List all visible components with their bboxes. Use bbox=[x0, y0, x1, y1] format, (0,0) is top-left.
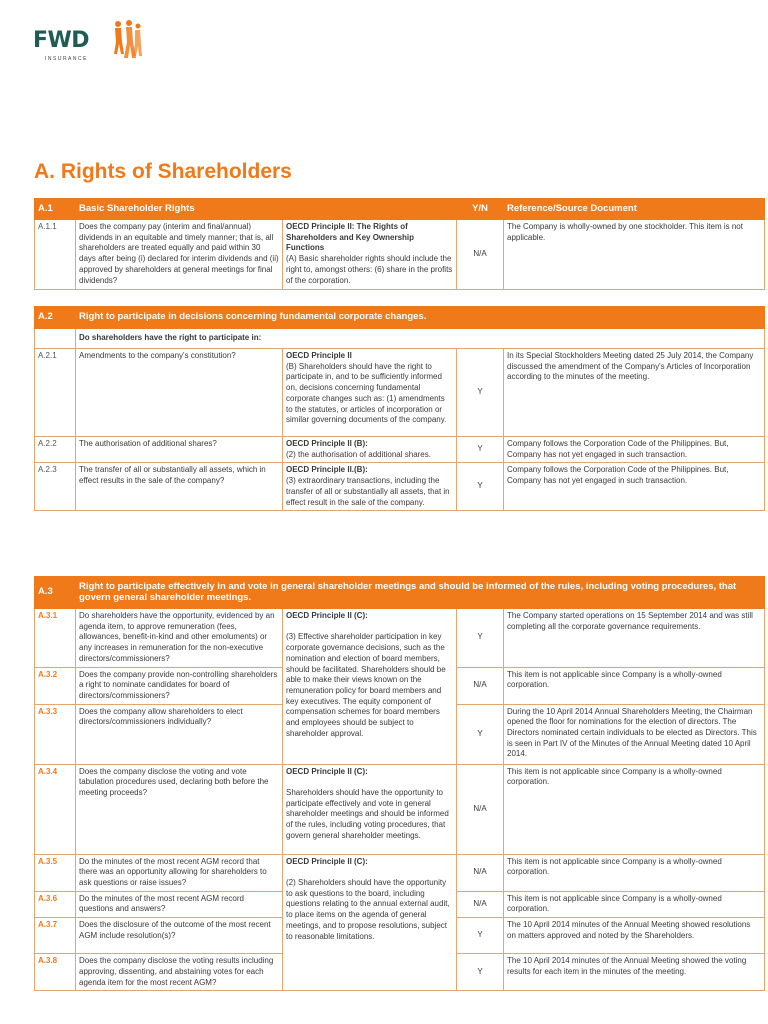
row-principle bbox=[283, 220, 457, 290]
principle-title: OECD Principle II (C): bbox=[286, 611, 368, 620]
table-row bbox=[35, 463, 765, 511]
row-id: A.3.4 bbox=[35, 764, 76, 854]
row-id: A.2.3 bbox=[35, 463, 76, 511]
principle-title: OECD Principle II (C): bbox=[286, 766, 368, 776]
row-ref: The Company started operations on 15 September 2014 and was still completing all the corporate governance requirements. bbox=[504, 609, 765, 668]
principle-title: OECD Principle II.(B): bbox=[286, 465, 368, 475]
header-id: A.2 bbox=[35, 307, 76, 329]
row-question: Does the company disclose the voting results including approving, dissenting, and abstaining votes for each agenda item for the most recent AGM? bbox=[76, 954, 283, 991]
row-yn: N/A bbox=[457, 854, 504, 891]
row-principle bbox=[283, 463, 457, 511]
table-header bbox=[35, 307, 765, 329]
row-id: A.3.5 bbox=[35, 854, 76, 891]
table-subheader bbox=[35, 329, 765, 349]
table-row bbox=[35, 349, 765, 437]
principle-text: (2) the authorisation of additional shares. bbox=[286, 449, 431, 459]
row-ref: The Company is wholly-owned by one stockholder. This item is not applicable. bbox=[504, 220, 765, 290]
section-title: A. Rights of Shareholders bbox=[34, 160, 292, 183]
row-yn: N/A bbox=[457, 220, 504, 290]
subheader-text: Do shareholders have the right to participate in: bbox=[76, 329, 765, 349]
row-principle bbox=[283, 437, 457, 463]
principle-title: OECD Principle II: The Rights of Shareholders and Key Ownership Functions bbox=[286, 222, 415, 253]
header-id: A.3 bbox=[35, 577, 76, 609]
row-question: The transfer of all or substantially all assets, which in effect results in the sale of the company? bbox=[76, 463, 283, 511]
header-title: Right to participate in decisions concerning fundamental corporate changes. bbox=[76, 307, 765, 329]
row-ref: Company follows the Corporation Code of the Philippines. But, Company has not yet engaged in such transaction. bbox=[504, 437, 765, 463]
row-ref: In its Special Stockholders Meeting dated 25 July 2014, the Company discussed the amendment of the Company's Articles of Incorporation according to the minutes of the meeting. bbox=[504, 349, 765, 437]
principle-text: (B) Shareholders should have the right to participate in, and to be sufficiently informed on, decisions concerning fundamental corporate changes such as: (1) amendments to the statutes, or articles of incorporation or similar governing documents of the company. bbox=[286, 361, 447, 425]
row-yn: N/A bbox=[457, 891, 504, 917]
table-header bbox=[35, 199, 765, 220]
row-principle bbox=[283, 349, 457, 437]
row-question: Do the minutes of the most recent AGM record that there was an opportunity allowing for shareholders to ask questions or raise issues? bbox=[76, 854, 283, 891]
row-yn: Y bbox=[457, 609, 504, 668]
table-a1 bbox=[34, 198, 765, 290]
row-question: Do the minutes of the most recent AGM record questions and answers? bbox=[76, 891, 283, 917]
row-ref: Company follows the Corporation Code of the Philippines. But, Company has not yet engaged in such transaction. bbox=[504, 463, 765, 511]
row-id: A.2.1 bbox=[35, 349, 76, 437]
row-ref: This item is not applicable since Company is a wholly-owned corporation. bbox=[504, 854, 765, 891]
row-question: Does the company provide non-controlling shareholders a right to nominate candidates for board of directors/commissioners? bbox=[76, 667, 283, 704]
row-id: A.3.6 bbox=[35, 891, 76, 917]
table-row bbox=[35, 854, 765, 891]
row-ref: The 10 April 2014 minutes of the Annual Meeting showed the voting results for each item in the minutes of the meeting. bbox=[504, 954, 765, 991]
row-id: A.3.8 bbox=[35, 954, 76, 991]
row-id: A.3.7 bbox=[35, 918, 76, 954]
table-row bbox=[35, 220, 765, 290]
principle-title: OECD Principle II (C): bbox=[286, 856, 368, 866]
row-ref: During the 10 April 2014 Annual Shareholders Meeting, the Chairman opened the floor for nominations for the election of directors. The Directors nominated certain individuals to be elected as Directors. This is seen in Part IV of the Minutes of the Annual Meeting dated 10 April 2014. bbox=[504, 704, 765, 764]
row-yn: N/A bbox=[457, 764, 504, 854]
principle-text: (3) extraordinary transactions, including the transfer of all or substantially all assets, that in effect result in the sale of the company. bbox=[286, 476, 450, 507]
row-id: A.3.3 bbox=[35, 704, 76, 764]
row-question: Does the company disclose the voting and vote tabulation procedures used, declaring both before the meeting proceeds? bbox=[76, 764, 283, 854]
row-ref: This item is not applicable since Company is a wholly-owned corporation. bbox=[504, 667, 765, 704]
row-question: Does the company pay (interim and final/annual) dividends in an equitable and timely manner; that is, all shareholders are treated equally and paid within 30 days after being (i) declared for interim dividends and (ii) approved by shareholders at general meetings for final dividends? bbox=[76, 220, 283, 290]
table-header bbox=[35, 577, 765, 609]
fwd-logo bbox=[33, 20, 143, 68]
row-yn: Y bbox=[457, 463, 504, 511]
row-ref: This item is not applicable since Company is a wholly-owned corporation. bbox=[504, 891, 765, 917]
runners-icon bbox=[109, 20, 143, 66]
header-id: A.1 bbox=[35, 199, 76, 220]
row-yn: Y bbox=[457, 704, 504, 764]
header-ref: Reference/Source Document bbox=[504, 199, 765, 220]
row-yn: N/A bbox=[457, 667, 504, 704]
row-principle bbox=[283, 854, 457, 991]
row-yn: Y bbox=[457, 437, 504, 463]
row-yn: Y bbox=[457, 349, 504, 437]
header-yn: Y/N bbox=[457, 199, 504, 220]
table-a2 bbox=[34, 306, 765, 511]
row-id: A.3.2 bbox=[35, 667, 76, 704]
row-question: Does the disclosure of the outcome of the most recent AGM include resolution(s)? bbox=[76, 918, 283, 954]
row-question: The authorisation of additional shares? bbox=[76, 437, 283, 463]
principle-title: OECD Principle II (B): bbox=[286, 439, 368, 448]
row-ref: This item is not applicable since Company is a wholly-owned corporation. bbox=[504, 764, 765, 854]
principle-title: OECD Principle II bbox=[286, 351, 352, 360]
logo-wordmark: FWD bbox=[33, 28, 90, 53]
logo-subtitle: INSURANCE bbox=[45, 56, 88, 62]
header-title: Right to participate effectively in and vote in general shareholder meetings and should be informed of the rules, including voting procedures, that govern general shareholder meetings. bbox=[76, 577, 765, 609]
row-yn: Y bbox=[457, 918, 504, 954]
header-title: Basic Shareholder Rights bbox=[76, 199, 457, 220]
table-row bbox=[35, 437, 765, 463]
table-row bbox=[35, 764, 765, 854]
row-principle bbox=[283, 609, 457, 765]
row-question: Amendments to the company's constitution? bbox=[76, 349, 283, 437]
row-question: Does the company allow shareholders to elect directors/commissioners individually? bbox=[76, 704, 283, 764]
row-ref: The 10 April 2014 minutes of the Annual Meeting showed resolutions on matters approved and noted by the Shareholders. bbox=[504, 918, 765, 954]
row-id: A.2.2 bbox=[35, 437, 76, 463]
row-principle bbox=[283, 764, 457, 854]
table-a3 bbox=[34, 576, 765, 991]
row-yn: Y bbox=[457, 954, 504, 991]
row-id: A.3.1 bbox=[35, 609, 76, 668]
table-row bbox=[35, 609, 765, 668]
row-question: Do shareholders have the opportunity, evidenced by an agenda item, to approve remuneration (fees, allowances, benefit-in-kind and other emoluments) or any increases in remuneration for the non-executive directors/commissioners? bbox=[76, 609, 283, 668]
principle-text: (3) Effective shareholder participation in key corporate governance decisions, such as the nomination and election of board members, should be facilitated. Shareholders should be able to make their views known on the remuneration policy for board members and key executives. The equity component of compensation schemes for board members and employees should be subject to shareholder approval. bbox=[286, 632, 446, 738]
row-id: A.1.1 bbox=[35, 220, 76, 290]
principle-text: (A) Basic shareholder rights should include the right to, amongst others: (6) share in the profits of the corporation. bbox=[286, 254, 453, 285]
principle-text: (2) Shareholders should have the opportunity to ask questions to the board, including questions relating to the annual external audit, to place items on the agenda of general meetings, and to propose resolutions, subject to reasonable limitations. bbox=[286, 878, 450, 941]
principle-text: Shareholders should have the opportunity to participate effectively and vote in general shareholder meetings and should be informed of the rules, including voting procedures, that govern general shareholder meetings. bbox=[286, 788, 449, 840]
